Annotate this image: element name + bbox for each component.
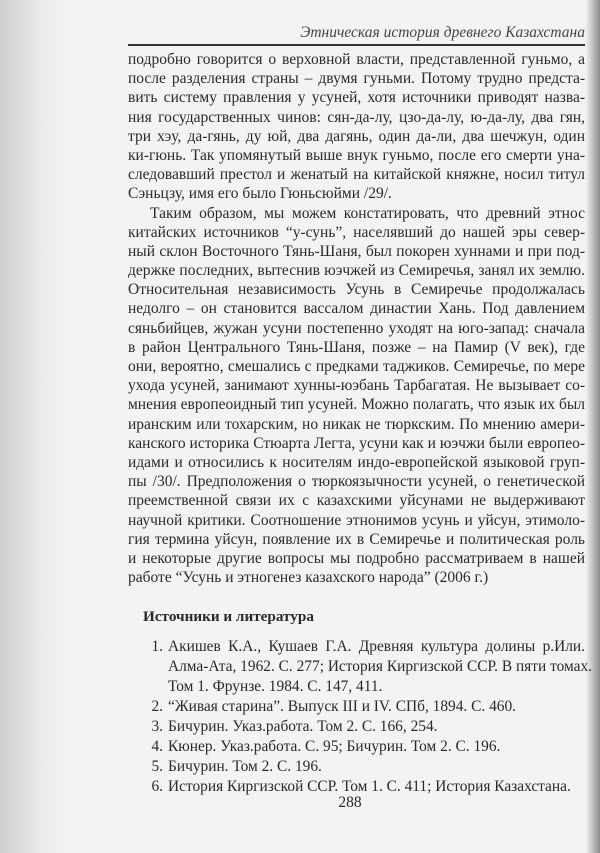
text-line: преемственной связи их с казахскими уйсунами не выдерживают bbox=[128, 492, 585, 510]
text-line: вить систему правления у усуней, хотя источники приводят назва- bbox=[128, 89, 585, 107]
reference-item bbox=[143, 637, 593, 697]
reference-text: “Живая старина”. Выпуск III и IV. СПб, 1894. С. 460. bbox=[168, 698, 517, 715]
text-line: идами и относились к носителям индо-европейской языковой груп- bbox=[128, 453, 585, 471]
text-line: работе “Усунь и этногенез казахского народа” (2006 г.) bbox=[128, 569, 489, 587]
text-line: ния государственных чинов: сян-да-лу, цзо-да-лу, ю-да-лу, два гян, bbox=[128, 108, 585, 126]
text-line: держке последних, вытеснив юэчжей из Семиречья, занял их землю. bbox=[128, 262, 585, 280]
reference-text: История Киргизской ССР. Том 1. С. 411; История Казахстана. bbox=[168, 778, 571, 795]
text-line: китайских источников “у-сунь”, населявший до нашей эры север- bbox=[128, 223, 585, 241]
text-line: гия термина уйсун, появление их в Семиречье и политическая роль bbox=[128, 530, 585, 548]
text-line: канского историка Стюарта Легта, усуни как и юэчжи были европео- bbox=[128, 434, 585, 452]
text-line: в район Центрального Тянь-Шаня, позже – на Памир (V век), где bbox=[128, 338, 585, 356]
reference-item bbox=[143, 757, 585, 777]
reference-text: Бичурин. Указ.работа. Том 2. С. 166, 254. bbox=[168, 718, 438, 735]
reference-number: 5. bbox=[151, 758, 163, 775]
reference-item bbox=[143, 717, 585, 737]
reference-text: Бичурин. Том 2. С. 196. bbox=[168, 758, 322, 775]
reference-text: Кюнер. Указ.работа. С. 95; Бичурин. Том 2. С. 196. bbox=[168, 738, 501, 755]
text-line: после разделения страны – двумя гуньми. Потому трудно предста- bbox=[128, 70, 585, 88]
text-line: пы /30/. Предположения о тюркоязычности усуней, о генетической bbox=[128, 473, 585, 491]
header-rule bbox=[128, 44, 585, 46]
text-line: Сэньцзу, имя его было Гюньсюйми /29/. bbox=[128, 185, 392, 203]
reference-item bbox=[143, 737, 585, 757]
reference-number: 4. bbox=[151, 738, 163, 755]
text-line: Относительная независимость Усунь в Семиречье продолжалась bbox=[128, 281, 585, 299]
text-line: Таким образом, мы можем констатировать, что древний этнос bbox=[150, 204, 585, 222]
text-line: мнения европеоидный тип усуней. Можно полагать, что язык их был bbox=[128, 396, 585, 414]
paragraph bbox=[128, 204, 585, 588]
text-line: подробно говорится о верховной власти, представленной гуньмо, а bbox=[128, 51, 585, 68]
reference-text: Алма-Ата, 1962. С. 277; История Киргизской ССР. В пяти томах. bbox=[168, 658, 593, 675]
text-line: иранским или тохарским, но никак не тюркским. По мнению амери- bbox=[128, 415, 585, 433]
text-line: научной критики. Соотношение этнонимов усунь и уйсун, этимоло- bbox=[128, 511, 585, 529]
scan-left-shadow bbox=[0, 0, 70, 853]
text-line: сяньбийцев, жужан усуни постепенно уходят на юго-запад: сначала bbox=[128, 319, 585, 337]
sources-list bbox=[143, 637, 593, 797]
text-line: ки-гюнь. Так упомянутый выше внук гуньмо, после его смерти уна- bbox=[128, 146, 585, 164]
running-header: Этническая история древнего Казахстана bbox=[300, 24, 585, 41]
paragraph bbox=[128, 50, 585, 204]
text-line: три хэу, да-гянь, ду юй, два дагянь, один да-ли, два шечжун, один bbox=[128, 127, 585, 145]
reference-text: Том 1. Фрунзе. 1984. С. 147, 411. bbox=[168, 678, 383, 695]
reference-text: Акишев К.А., Кушаев Г.А. Древняя культура долины р.Или. bbox=[168, 638, 585, 655]
reference-item bbox=[143, 697, 585, 717]
text-line: и некоторые другие вопросы мы подробно рассматриваем в нашей bbox=[128, 549, 585, 567]
reference-number: 6. bbox=[151, 778, 163, 795]
page-number: 288 bbox=[338, 794, 362, 811]
sources-heading: Источники и литература bbox=[143, 608, 314, 625]
reference-number: 3. bbox=[151, 718, 163, 735]
text-line: ный склон Восточного Тянь-Шаня, был покорен хуннами и при под- bbox=[128, 242, 585, 260]
reference-number: 2. bbox=[151, 698, 163, 715]
text-line: следовавший престол и женатый на китайской княжне, носил титул bbox=[128, 166, 585, 184]
body-text bbox=[128, 50, 585, 587]
text-line: ухода усуней, занимают хунны-юэбань Тарбагатая. Не вызывает со- bbox=[128, 377, 585, 395]
reference-number: 1. bbox=[151, 638, 163, 655]
text-line: они, вероятно, смешались с предками таджиков. Семиречье, по мере bbox=[128, 358, 585, 375]
text-line: недолго – он становится вассалом династии Хань. Под давлением bbox=[128, 300, 585, 318]
scan-right-edge-shadow bbox=[586, 0, 600, 853]
